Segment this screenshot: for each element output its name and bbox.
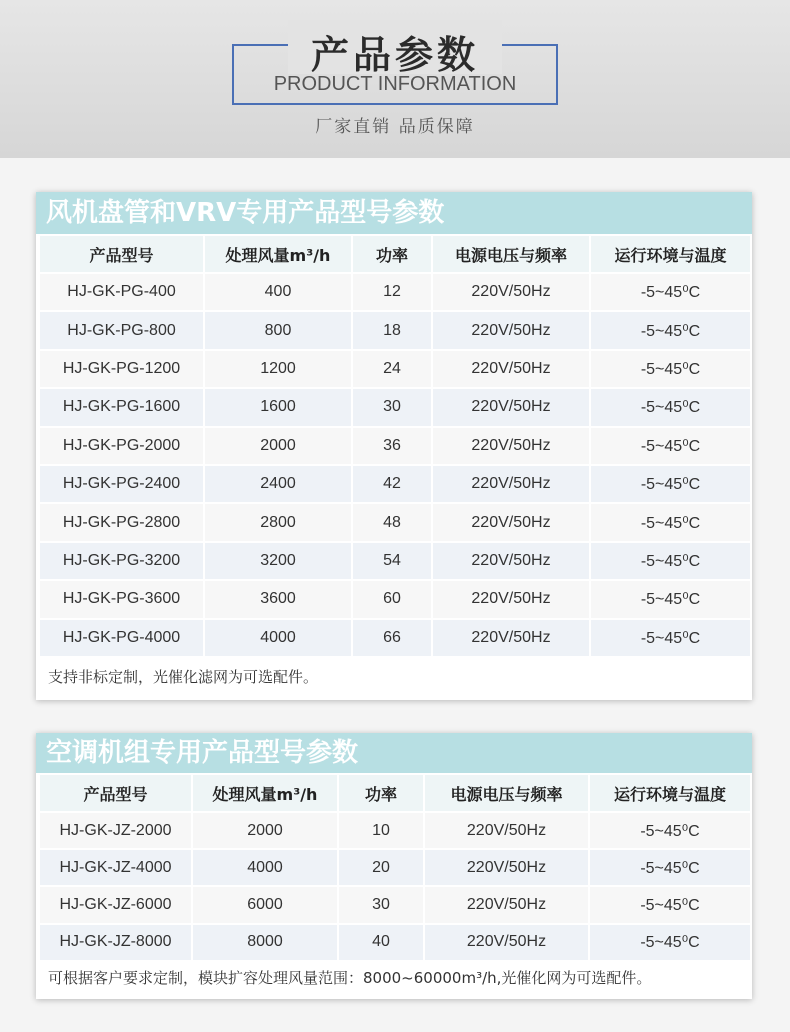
table-row — [39, 311, 751, 349]
table-cell: HJ-GK-PG-2000 — [39, 427, 204, 465]
table-cell: 220V/50Hz — [432, 580, 590, 618]
table-cell: 220V/50Hz — [432, 350, 590, 388]
table-cell: -5~45⁰C — [590, 427, 751, 465]
table-row — [39, 350, 751, 388]
table-cell: 6000 — [192, 886, 338, 923]
table-cell: -5~45⁰C — [590, 503, 751, 541]
column-header: 功率 — [352, 235, 432, 273]
table-cell: 220V/50Hz — [424, 924, 589, 961]
table-cell: 400 — [204, 273, 352, 311]
table-cell: HJ-GK-PG-2800 — [39, 503, 204, 541]
table-cell: 2400 — [204, 465, 352, 503]
table-cell: 60 — [352, 580, 432, 618]
table-cell: 1200 — [204, 350, 352, 388]
table-row — [39, 503, 751, 541]
table-header-row — [39, 774, 751, 812]
table-cell: 54 — [352, 542, 432, 580]
table1-title: 风机盘管和VRV专用产品型号参数 — [36, 192, 752, 234]
table-cell: 220V/50Hz — [432, 311, 590, 349]
table-cell: -5~45⁰C — [589, 849, 751, 886]
table-cell: 20 — [338, 849, 424, 886]
table-cell: 18 — [352, 311, 432, 349]
table-cell: -5~45⁰C — [590, 542, 751, 580]
table1-card — [36, 192, 752, 700]
page-subtitle: PRODUCT INFORMATION — [273, 73, 517, 95]
table-cell: HJ-GK-JZ-2000 — [39, 812, 192, 849]
table-row — [39, 619, 751, 657]
column-header: 电源电压与频率 — [432, 235, 590, 273]
table-cell: 48 — [352, 503, 432, 541]
table-cell: 220V/50Hz — [432, 427, 590, 465]
table2 — [38, 773, 752, 962]
table-row — [39, 273, 751, 311]
column-header: 运行环境与温度 — [589, 774, 751, 812]
table-cell: -5~45⁰C — [589, 924, 751, 961]
table-cell: 1600 — [204, 388, 352, 426]
page-title: 产品参数 — [310, 33, 479, 77]
table-cell: -5~45⁰C — [590, 273, 751, 311]
table-cell: 220V/50Hz — [424, 812, 589, 849]
table-cell: HJ-GK-PG-4000 — [39, 619, 204, 657]
table-cell: 66 — [352, 619, 432, 657]
table2-card — [36, 733, 752, 999]
table-cell: 24 — [352, 350, 432, 388]
table-cell: HJ-GK-PG-3200 — [39, 542, 204, 580]
table-cell: 36 — [352, 427, 432, 465]
table-cell: 220V/50Hz — [424, 849, 589, 886]
table-cell: HJ-GK-PG-1200 — [39, 350, 204, 388]
table-cell: HJ-GK-JZ-4000 — [39, 849, 192, 886]
table-cell: 800 — [204, 311, 352, 349]
table-cell: 220V/50Hz — [432, 619, 590, 657]
column-header: 功率 — [338, 774, 424, 812]
table-cell: 2000 — [204, 427, 352, 465]
table-row — [39, 427, 751, 465]
table-row — [39, 542, 751, 580]
table-cell: 40 — [338, 924, 424, 961]
table-cell: 220V/50Hz — [432, 388, 590, 426]
table-cell: 2800 — [204, 503, 352, 541]
table-cell: 220V/50Hz — [432, 465, 590, 503]
column-header: 运行环境与温度 — [590, 235, 751, 273]
table1 — [38, 234, 752, 658]
table-cell: HJ-GK-PG-800 — [39, 311, 204, 349]
table2-note: 可根据客户要求定制，模块扩容处理风量范围：8000~60000m³/h,光催化网为可选配件。 — [48, 969, 652, 987]
table-cell: HJ-GK-JZ-8000 — [39, 924, 192, 961]
header — [0, 0, 790, 158]
table-row — [39, 388, 751, 426]
table1-note: 支持非标定制，光催化滤网为可选配件。 — [48, 668, 319, 686]
table-cell: HJ-GK-PG-400 — [39, 273, 204, 311]
table-cell: -5~45⁰C — [590, 580, 751, 618]
table-cell: 30 — [338, 886, 424, 923]
table-cell: 3200 — [204, 542, 352, 580]
table2-title: 空调机组专用产品型号参数 — [36, 733, 752, 773]
table-cell: -5~45⁰C — [589, 886, 751, 923]
table-cell: 2000 — [192, 812, 338, 849]
table-row — [39, 812, 751, 849]
table-cell: 4000 — [192, 849, 338, 886]
table-cell: 220V/50Hz — [424, 886, 589, 923]
table-header-row — [39, 235, 751, 273]
table-cell: 220V/50Hz — [432, 503, 590, 541]
table-row — [39, 924, 751, 961]
slogan: 厂家直销 品质保障 — [315, 117, 475, 137]
table-cell: HJ-GK-JZ-6000 — [39, 886, 192, 923]
table-cell: 12 — [352, 273, 432, 311]
table-cell: 8000 — [192, 924, 338, 961]
column-header: 电源电压与频率 — [424, 774, 589, 812]
table-cell: 220V/50Hz — [432, 542, 590, 580]
table-cell: -5~45⁰C — [590, 619, 751, 657]
column-header: 处理风量m³/h — [192, 774, 338, 812]
column-header: 产品型号 — [39, 774, 192, 812]
table-row — [39, 465, 751, 503]
table-cell: 30 — [352, 388, 432, 426]
table-row — [39, 886, 751, 923]
column-header: 产品型号 — [39, 235, 204, 273]
column-header: 处理风量m³/h — [204, 235, 352, 273]
table-cell: 4000 — [204, 619, 352, 657]
table-cell: 3600 — [204, 580, 352, 618]
table-row — [39, 580, 751, 618]
table-cell: -5~45⁰C — [589, 812, 751, 849]
table-cell: 42 — [352, 465, 432, 503]
table-cell: 220V/50Hz — [432, 273, 590, 311]
table-cell: HJ-GK-PG-1600 — [39, 388, 204, 426]
table-cell: 10 — [338, 812, 424, 849]
table-cell: -5~45⁰C — [590, 388, 751, 426]
table-cell: -5~45⁰C — [590, 350, 751, 388]
table-cell: -5~45⁰C — [590, 465, 751, 503]
table-cell: HJ-GK-PG-2400 — [39, 465, 204, 503]
table-row — [39, 849, 751, 886]
table-cell: HJ-GK-PG-3600 — [39, 580, 204, 618]
table-cell: -5~45⁰C — [590, 311, 751, 349]
